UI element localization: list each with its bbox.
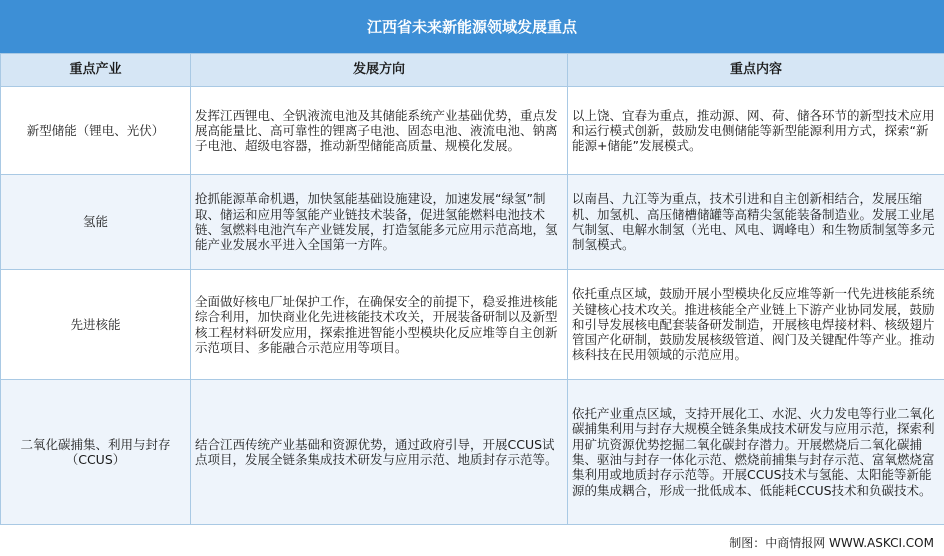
table-row [1,380,944,525]
content-cell: 依托重点区域，鼓励开展小型模块化反应堆等新一代先进核能系统关键核心技术攻关。推进核能全产业链上下游产业协同发展，鼓励和引导发展核电配套装备研发制造，开展核电焊接材料、核级翅片管国产化研制，鼓励发展核级管道、阀门及关键配件等产业。推动核科技在民用领域的示范应用。 [568,270,944,380]
table-header-row [1,54,944,87]
content-cell: 以上饶、宜春为重点，推动源、网、荷、储各环节的新型技术应用和运行模式创新，鼓励发电侧储能等新型能源利用方式，探索“新能源+储能”发展模式。 [568,87,944,175]
industry-cell: 先进核能 [1,270,191,380]
direction-cell: 结合江西传统产业基础和资源优势，通过政府引导，开展CCUS试点项目，发展全链条集成技术研发与应用示范、地质封存示范等。 [191,380,568,525]
table-row [1,87,944,175]
industry-cell: 氢能 [1,175,191,270]
page-title: 江西省未来新能源领域发展重点 [0,0,944,53]
header-content: 重点内容 [568,54,944,87]
direction-cell: 抢抓能源革命机遇，加快氢能基础设施建设，加速发展“绿氢”制取、储运和应用等氢能产业链技术装备，促进氢能燃料电池技术链、氢燃料电池汽车产业链发展，打造氢能多元应用示范高地，氢能产业发展水平进入全国第一方阵。 [191,175,568,270]
industry-cell: 新型储能（锂电、光伏） [1,87,191,175]
header-industry: 重点产业 [1,54,191,87]
header-direction: 发展方向 [191,54,568,87]
direction-cell: 发挥江西锂电、全钒液流电池及其储能系统产业基础优势，重点发展高能量比、高可靠性的锂离子电池、固态电池、液流电池、钠离子电池、超级电容器，推动新型储能高质量、规模化发展。 [191,87,568,175]
direction-cell: 全面做好核电厂址保护工作，在确保安全的前提下，稳妥推进核能综合利用，加快商业化先进核能技术攻关，开展装备研制以及新型核工程材料研发应用，探索推进智能小型模块化反应堆等自主创新示范项目、多能融合示范应用等项目。 [191,270,568,380]
table-row [1,175,944,270]
content-cell: 依托产业重点区域，支持开展化工、水泥、火力发电等行业二氧化碳捕集利用与封存大规模全链条集成技术研发与应用示范，探索利用矿坑资源优势挖掘二氧化碳封存潜力。开展燃烧后二氧化碳捕集、驱油与封存一体化示范、燃烧前捕集与封存示范、富氧燃烧富集利用或地质封存示范等。开展CCUS技术与氢能、太阳能等新能源的集成耦合，形成一批低成本、低能耗CCUS技术和负碳技术。 [568,380,944,525]
industry-cell: 二氧化碳捕集、利用与封存（CCUS） [1,380,191,525]
priority-table [0,53,944,525]
source-credit: 制图：中商情报网 WWW.ASKCI.COM [729,536,934,550]
table-row [1,270,944,380]
content-cell: 以南昌、九江等为重点，技术引进和自主创新相结合，发展压缩机、加氢机、高压储槽储罐等高精尖氢能装备制造业。发展工业尾气制氢、电解水制氢（光电、风电、调峰电）和生物质制氢等多元制氢模式。 [568,175,944,270]
